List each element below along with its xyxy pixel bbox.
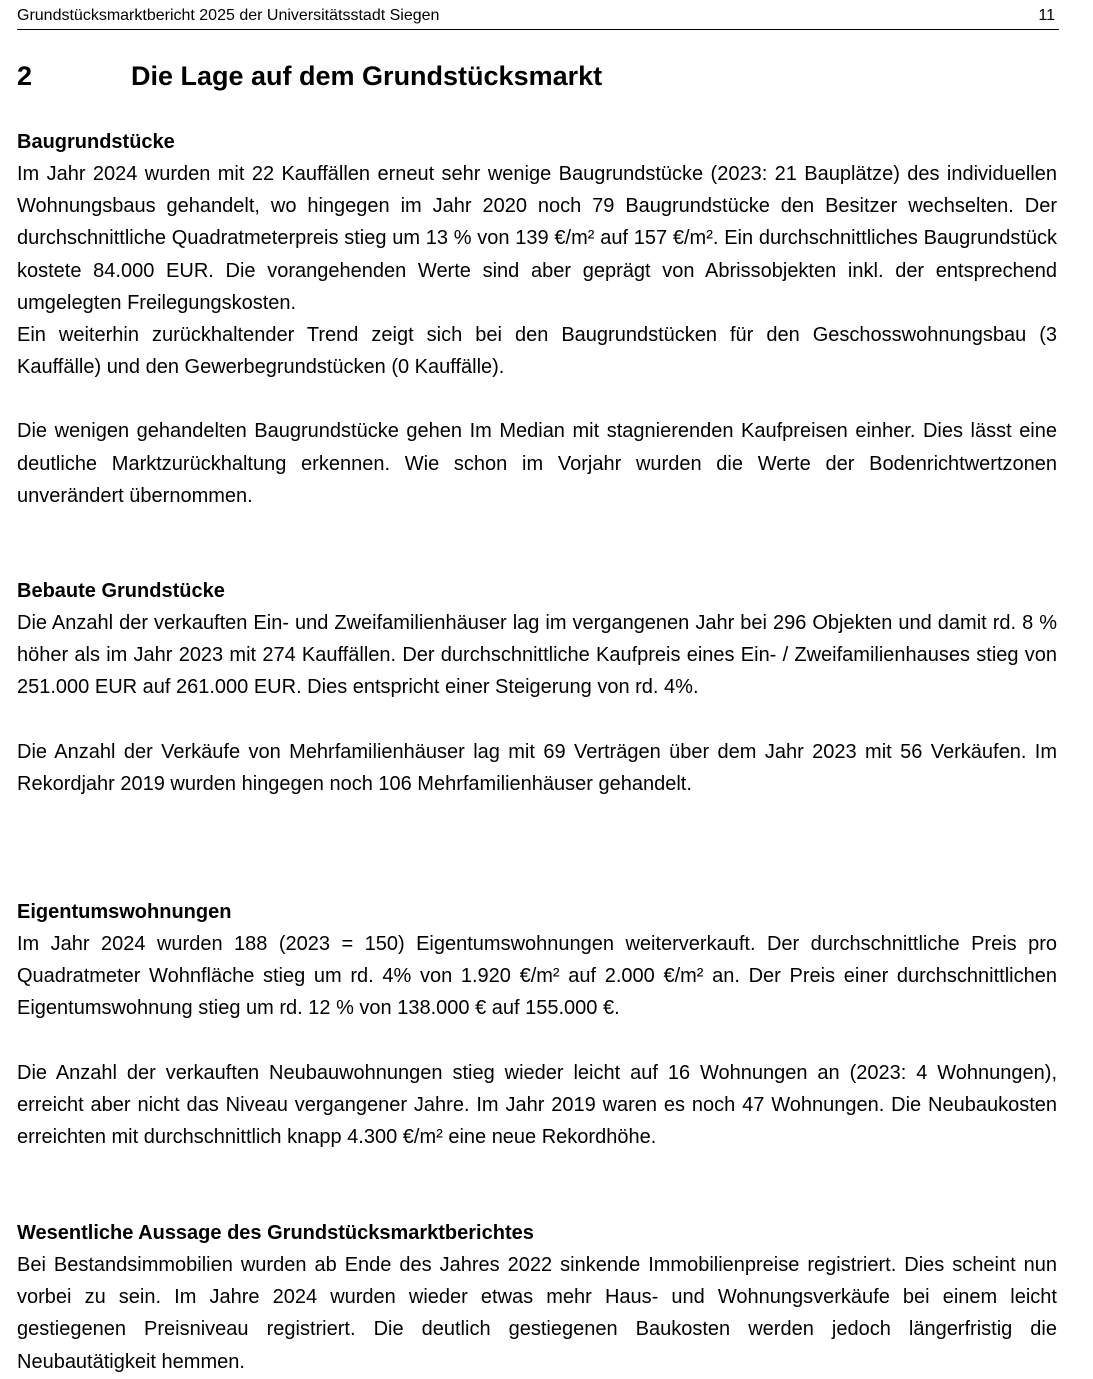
paragraph: Im Jahr 2024 wurden 188 (2023 = 150) Eigentumswohnungen weiterverkauft. Der durchschnittliche Preis pro Quadratmeter Wohnfläche stieg um rd. 4% von 1.920 €/m² auf 2.000 €/m² an. Der Preis einer durchschnittlichen Eigentumswohnung stieg um rd. 12 % von 138.000 € auf 155.000 €. — [17, 933, 1057, 1020]
section-bebaute-grundstuecke — [17, 575, 1057, 800]
paragraph: Ein weiterhin zurückhaltender Trend zeigt sich bei den Baugrundstücken für den Geschosswohnungsbau (3 Kauffälle) und den Gewerbegrundstücken (0 Kauffälle). — [17, 324, 1057, 379]
chapter-number: 2 — [17, 61, 33, 91]
section-eigentumswohnungen — [17, 896, 1057, 1153]
paragraph: Die Anzahl der Verkäufe von Mehrfamilienhäuser lag mit 69 Verträgen über dem Jahr 2023 mit 56 Verkäufen. Im Rekordjahr 2019 wurden hingegen noch 106 Mehrfamilienhäuser gehandelt. — [17, 740, 1057, 795]
running-header-title: Grundstücksmarktbericht 2025 der Universitätsstadt Siegen — [17, 7, 440, 24]
page-number: 11 — [1038, 7, 1055, 24]
paragraph: Bei Bestandsimmobilien wurden ab Ende des Jahres 2022 sinkende Immobilienpreise registriert. Dies scheint nun vorbei zu sein. Im Jahre 2024 wurden wieder etwas mehr Haus- und Wohnungsverkäufe bei einem leicht gestiegenen Preisniveau registriert. Die deutlich gestiegenen Baukosten werden jedoch längerfristig die Neubautätigkeit hemmen. — [17, 1254, 1057, 1373]
section-heading: Baugrundstücke — [17, 131, 175, 153]
chapter-heading — [17, 58, 602, 94]
section-heading: Wesentliche Aussage des Grundstücksmarktberichtes — [17, 1222, 534, 1244]
running-header — [17, 5, 1059, 30]
section-heading: Eigentumswohnungen — [17, 901, 232, 923]
chapter-title: Die Lage auf dem Grundstücksmarkt — [131, 61, 603, 91]
section-heading: Bebaute Grundstücke — [17, 580, 225, 602]
paragraph: Die Anzahl der verkauften Neubauwohnungen stieg wieder leicht auf 16 Wohnungen an (2023: 4 Wohnungen), erreicht aber nicht das Niveau vergangener Jahre. Im Jahr 2019 waren es noch 47 Wohnungen. Die Neubaukosten erreichten mit durchschnittlich knapp 4.300 €/m² eine neue Rekordhöhe. — [17, 1061, 1057, 1149]
section-wesentliche-aussage — [17, 1217, 1057, 1378]
paragraph: Die Anzahl der verkauften Ein- und Zweifamilienhäuser lag im vergangenen Jahr bei 296 Objekten und damit rd. 8 % höher als im Jahr 2023 mit 274 Kauffällen. Der durchschnittliche Kaufpreis eines Ein- / Zweifamilienhauses stieg von 251.000 EUR auf 261.000 EUR. Dies entspricht einer Steigerung von rd. 4%. — [17, 612, 1057, 699]
paragraph: Im Jahr 2024 wurden mit 22 Kauffällen erneut sehr wenige Baugrundstücke (2023: 21 Bauplätze) des individuellen Wohnungsbaus gehandelt, wo hingegen im Jahr 2020 noch 79 Baugrundstücke den Besitzer wechselten. Der durchschnittliche Quadratmeterpreis stieg um 13 % von 139 €/m² auf 157 €/m². Ein durchschnittliches Baugrundstück kostete 84.000 EUR. Die vorangehenden Werte sind aber geprägt von Abrissobjekten inkl. der entsprechend umgelegten Freilegungskosten. — [17, 163, 1057, 314]
section-baugrundstuecke — [17, 126, 1057, 512]
paragraph: Die wenigen gehandelten Baugrundstücke gehen Im Median mit stagnierenden Kaufpreisen einher. Dies lässt eine deutliche Marktzurückhaltung erkennen. Wie schon im Vorjahr wurden die Werte der Bodenrichtwertzonen unverändert übernommen. — [17, 420, 1057, 507]
